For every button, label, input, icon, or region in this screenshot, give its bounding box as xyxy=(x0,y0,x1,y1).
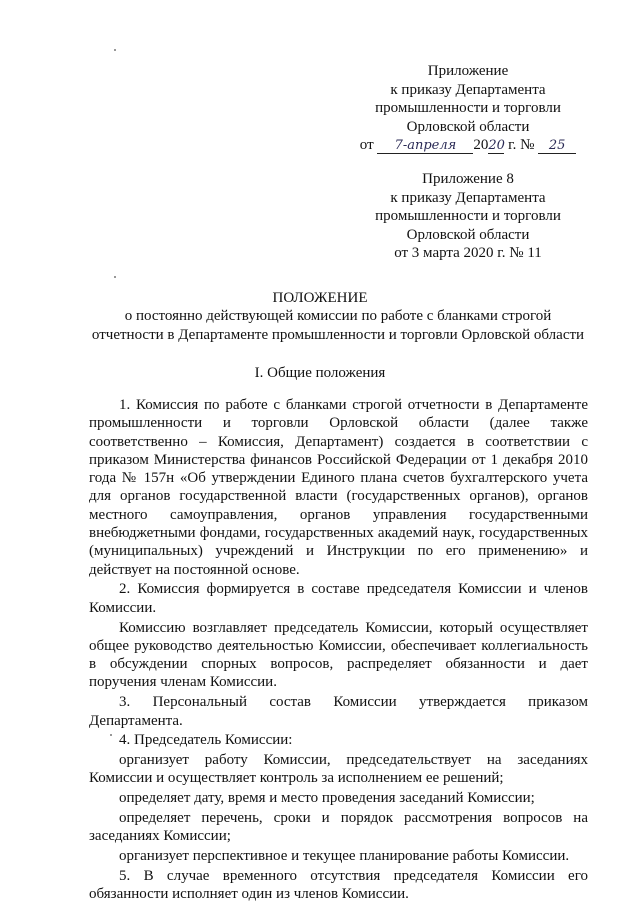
scan-speck xyxy=(114,276,116,278)
paragraph: определяет перечень, сроки и порядок рассмотрения вопросов на заседаниях Комиссии; xyxy=(89,810,588,845)
handwritten-year: 20 xyxy=(488,138,505,153)
document-subtitle: о постоянно действующей комиссии по работе с бланками строгой отчетности в Департаменте промышленности и торговли Орловской области xyxy=(91,308,585,343)
appendix-line: Приложение xyxy=(427,63,509,79)
document-title: ПОЛОЖЕНИЕ xyxy=(272,290,368,306)
appendix-line: Орловской области xyxy=(406,118,530,135)
paragraph: 3. Персональный состав Комиссии утверждается приказом Департамента. xyxy=(89,694,588,729)
appendix-line: промышленности и торговли xyxy=(375,100,561,116)
document-body xyxy=(89,396,588,905)
date-prefix: от xyxy=(359,137,374,153)
handwritten-date: 7-апреля xyxy=(394,138,457,153)
year-prefix: 20 xyxy=(473,137,489,153)
appendix-date-line xyxy=(348,136,588,155)
appendix8-line: от 3 марта 2020 г. № 11 xyxy=(394,245,542,261)
paragraph: организует работу Комиссии, председательствует на заседаниях Комиссии и осуществляет контроль за исполнением ее решений; xyxy=(89,752,588,787)
g-no-label: г. № xyxy=(508,137,535,153)
paragraph: организует перспективное и текущее планирование работы Комиссии. xyxy=(119,848,570,865)
paragraph: 1. Комиссия по работе с бланками строгой отчетности в Департаменте промышленности и торговли Орловской области (далее также соответственно – Комиссия, Департамент) создается в соответствии с приказом Министерства финансов Российской Федерации от 1 декабря 2010 года № 157н «Об утверждении Единого плана счетов бухгалтерского учета для органов государственной власти (государственных органов), органов местного самоуправления, органов управления государственными внебюджетными фондами, государственных академий наук, государственных (муниципальных) учреждений и Инструкции по его применению» и действует на постоянной основе. xyxy=(89,397,588,578)
appendix-line: к приказу Департамента xyxy=(390,81,546,98)
appendix8-line: к приказу Департамента xyxy=(390,189,546,206)
appendix8-line: Приложение 8 xyxy=(422,171,514,187)
appendix-header xyxy=(348,62,588,155)
handwritten-number: 25 xyxy=(548,138,566,153)
appendix8-line: Орловской области xyxy=(406,226,530,243)
number-field xyxy=(538,138,576,154)
date-field xyxy=(377,138,473,154)
year-field xyxy=(488,138,504,154)
appendix8-line: промышленности и торговли xyxy=(375,208,561,224)
scan-speck xyxy=(114,49,116,51)
paragraph: Комиссию возглавляет председатель Комиссии, который осуществляет общее руководство деятельностью Комиссии, обеспечивает коллегиальность в обсуждении спорных вопросов, распределяет обязанности и дает поручения членам Комиссии. xyxy=(89,619,588,691)
section-heading: I. Общие положения xyxy=(254,365,386,381)
paragraph: 2. Комиссия формируется в составе председателя Комиссии и членов Комиссии. xyxy=(89,581,588,616)
paragraph: 5. В случае временного отсутствия председателя Комиссии его обязанности исполняет один из членов Комиссии. xyxy=(89,867,588,903)
appendix8-header xyxy=(358,170,578,263)
paragraph: определяет дату, время и место проведения заседаний Комиссии; xyxy=(119,790,535,807)
paragraph: 4. Председатель Комиссии: xyxy=(119,732,293,749)
